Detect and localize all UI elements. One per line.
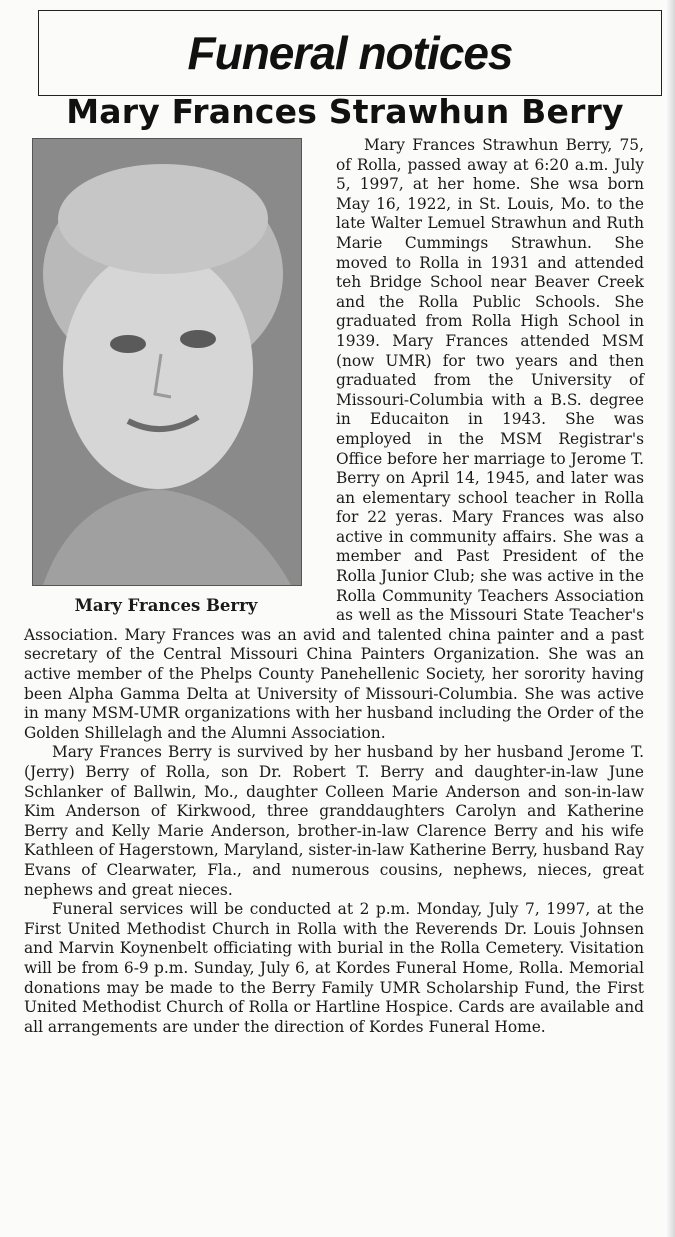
section-title: Funeral notices [187, 27, 513, 79]
portrait-photo [32, 138, 302, 586]
section-header-box [38, 10, 662, 96]
obituary-headline: Mary Frances Strawhun Berry [66, 92, 624, 131]
portrait-block [32, 138, 322, 616]
scan-edge [665, 0, 675, 1237]
obituary-article [24, 136, 644, 1037]
portrait-illustration [33, 139, 301, 585]
obituary-paragraph-services: Funeral services will be conducted at 2 p.m. Monday, July 7, 1997, at the First United Methodist Church in Rolla with the Reverends Dr. Louis Johnsen and Marvin Koynenbelt officiating with burial in the Rolla Cemetery. Visitation will be from 6-9 p.m. Sunday, July 6, at Kordes Funeral Home, Rolla. Memorial donations may be made to the Berry Family UMR Scholarship Fund, the First United Methodist Church of Rolla or Hartline Hospice. Cards are available and all arrangements are under the direction of Kordes Funeral Home. [24, 900, 644, 1036]
obituary-paragraph-survivors: Mary Frances Berry is survived by her husband by her husband Jerome T. (Jerry) Berry of Rolla, son Dr. Robert T. Berry and daughter-in-law June Schlanker of Ballwin, Mo., daughter Colleen Marie Anderson and son-in-law Kim Anderson of Kirkwood, three granddaughters Carolyn and Katherine Berry and Kelly Marie Anderson, brother-in-law Clarence Berry and his wife Kathleen of Hagerstown, Maryland, sister-in-law Katherine Berry, husband Ray Evans of Clearwater, Fla., and numerous cousins, nephews, nieces, great nephews and great nieces. [24, 743, 644, 899]
obituary-paragraph-biography: Mary Frances Strawhun Berry, 75, of Rolla, passed away at 6:20 a.m. July 5, 1997, at her home. She wsa born May 16, 1922, in St. Louis, Mo. to the late Walter Lemuel Strawhun and Ruth Marie Cummings Strawhun. She moved to Rolla in 1931 and attended teh Bridge School near Beaver Creek and the Rolla Public Schools. She graduated from Rolla High School in 1939. Mary Frances attended MSM (now UMR) for two years and then graduated from the University of Missouri-Columbia with a B.S. degree in Educaiton in 1943. She was employed in the MSM Registrar's Office before her marriage to Jerome T. Berry on April 14, 1945, and later was an elementary school teacher in Rolla for 22 yeras. Mary Frances was also active in community affairs. She was a member and Past President of the Rolla Junior Club; she was active in the Rolla Community Teachers Association as well as the Missouri State Teacher's Association. Mary Frances was an avid and talented china painter and a past secretary of the Central Missouri China Painters Organization. She was an active member of the Phelps County Panehellenic Society, her sorority having been Alpha Gamma Delta at University of Missouri-Columbia. She was active in many MSM-UMR organizations with her husband including the Order of the Golden Shillelagh and the Alumni Association. [24, 136, 644, 742]
photo-caption: Mary Frances Berry [74, 596, 258, 615]
